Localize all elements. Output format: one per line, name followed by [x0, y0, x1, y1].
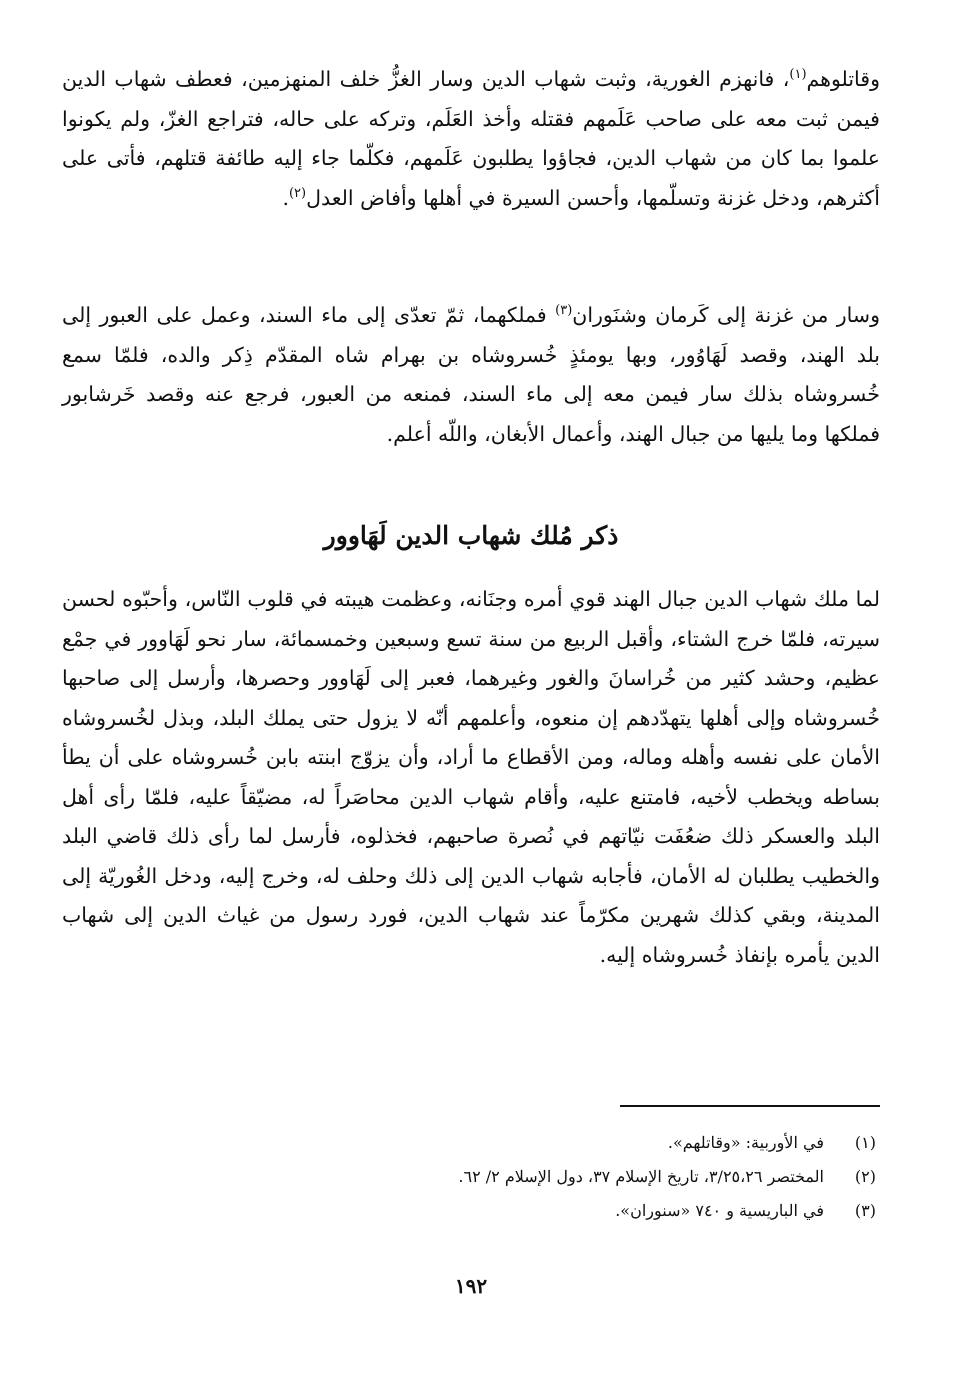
paragraph-1-text-b: ، فانهزم الغورية، وثبت شهاب الدين وسار الغزُّ خلف المنهزمين، فعطف شهاب الدين فيمن ثبت معه على صاحب عَلَمهم فقتله وأخذ العَلَم، وتركه على حاله، فتراجع الغزّ، ولم يكونوا علموا بما كان من شهاب الدين، فجاؤوا يطلبون عَلَمهم، فكلّما جاء إليه طائفة قتلهم، فأتى على أكثرهم، ودخل غزنة وتسلّمها، وأحسن السيرة في أهلها وأفاض العدل: [62, 67, 880, 210]
footnote-number: (٣): [854, 1201, 876, 1220]
paragraph-1-text-a: وقاتلوهم: [806, 67, 880, 91]
footnote-2: [62, 1160, 880, 1194]
paragraph-1: [62, 60, 880, 218]
footnotes-list: [62, 1126, 880, 1228]
footnote-1: [62, 1126, 880, 1160]
footnote-text: في الأوربية: «وقاتلهم».: [667, 1133, 824, 1152]
footnote-3: [62, 1194, 880, 1228]
footnote-number: (١): [854, 1133, 876, 1152]
footnote-ref-1: (١): [789, 67, 807, 83]
footnote-text: المختصر ٣/٢٥،٢٦، تاريخ الإسلام ٣٧، دول الإسلام ٢/ ٦٢.: [458, 1167, 824, 1186]
paragraph-3: لما ملك شهاب الدين جبال الهند قوي أمره وجنَانه، وعظمت هيبته في قلوب النّاس، وأحبّوه لحسن سيرته، فلمّا خرج الشتاء، وأقبل الربيع من سنة تسع وسبعين وخمسمائة، سار نحو لَهَاوور في جمْع عظيم، وحشد كثير من خُراسانَ والغور وغيرهما، فعبر إلى لَهَاوور وحصرها، وأرسل إلى صاحبها خُسروشاه وإلى أهلها يتهدّدهم إن منعوه، وأعلمهم أنّه لا يزول حتى يملك البلد، وبذل لخُسروشاه الأمان على نفسه وأهله وماله، ومن الأقطاع ما أراد، وأن يزوّج ابنته بابن خُسروشاه على أن يطأ بساطه ويخطب لأخيه، فامتنع عليه، وأقام شهاب الدين محاصَراً له، مضيّقاً عليه، فلمّا رأى أهل البلد والعسكر ذلك ضعُفَت نيّاتهم في نُصرة صاحبهم، فخذلوه، فأرسل لما رأى ذلك قاضي البلد والخطيب يطلبان له الأمان، فأجابه شهاب الدين إلى ذلك وحلف له، وخرج إليه، ودخل الغُوريّة إلى المدينة، وبقي كذلك شهرين مكرّماً عند شهاب الدين، فورد رسول من غياث الدين إلى شهاب الدين يأمره بإنفاذ خُسروشاه إليه.: [62, 587, 880, 967]
page-number: ١٩٢: [454, 1274, 488, 1298]
paragraph-2-text-a: وسار من غزنة إلى كَرمان وشنَوران: [572, 303, 880, 327]
footnote-ref-3: (٣): [555, 303, 573, 319]
section-heading: ذكر مُلك شهاب الدين لَهَاوور: [323, 521, 619, 550]
footnote-separator: [620, 1105, 880, 1107]
paragraph-1-text-c: .: [282, 185, 289, 210]
book-page: [62, 48, 880, 1348]
footnote-number: (٢): [854, 1167, 876, 1186]
footnote-ref-2: (٢): [288, 185, 307, 201]
paragraph-2: [62, 296, 880, 454]
footnote-text: في الباريسية و ٧٤٠ «سنوران».: [615, 1201, 824, 1220]
paragraph-2-text-b: فملكهما، ثمّ تعدّى إلى ماء السند، وعمل على العبور إلى بلد الهند، وقصد لَهَاوُور، وبها يومئذٍ خُسروشاه بن بهرام شاه المقدّم ذِكر والده، فلمّا سمع خُسروشاه بذلك سار فيمن معه إلى ماء السند، فمنعه من العبور، فرجع عنه وقصد خَرشابور فملكها وما يليها من جبال الهند، وأعمال الأبغان، واللّه أعلم.: [62, 303, 880, 446]
